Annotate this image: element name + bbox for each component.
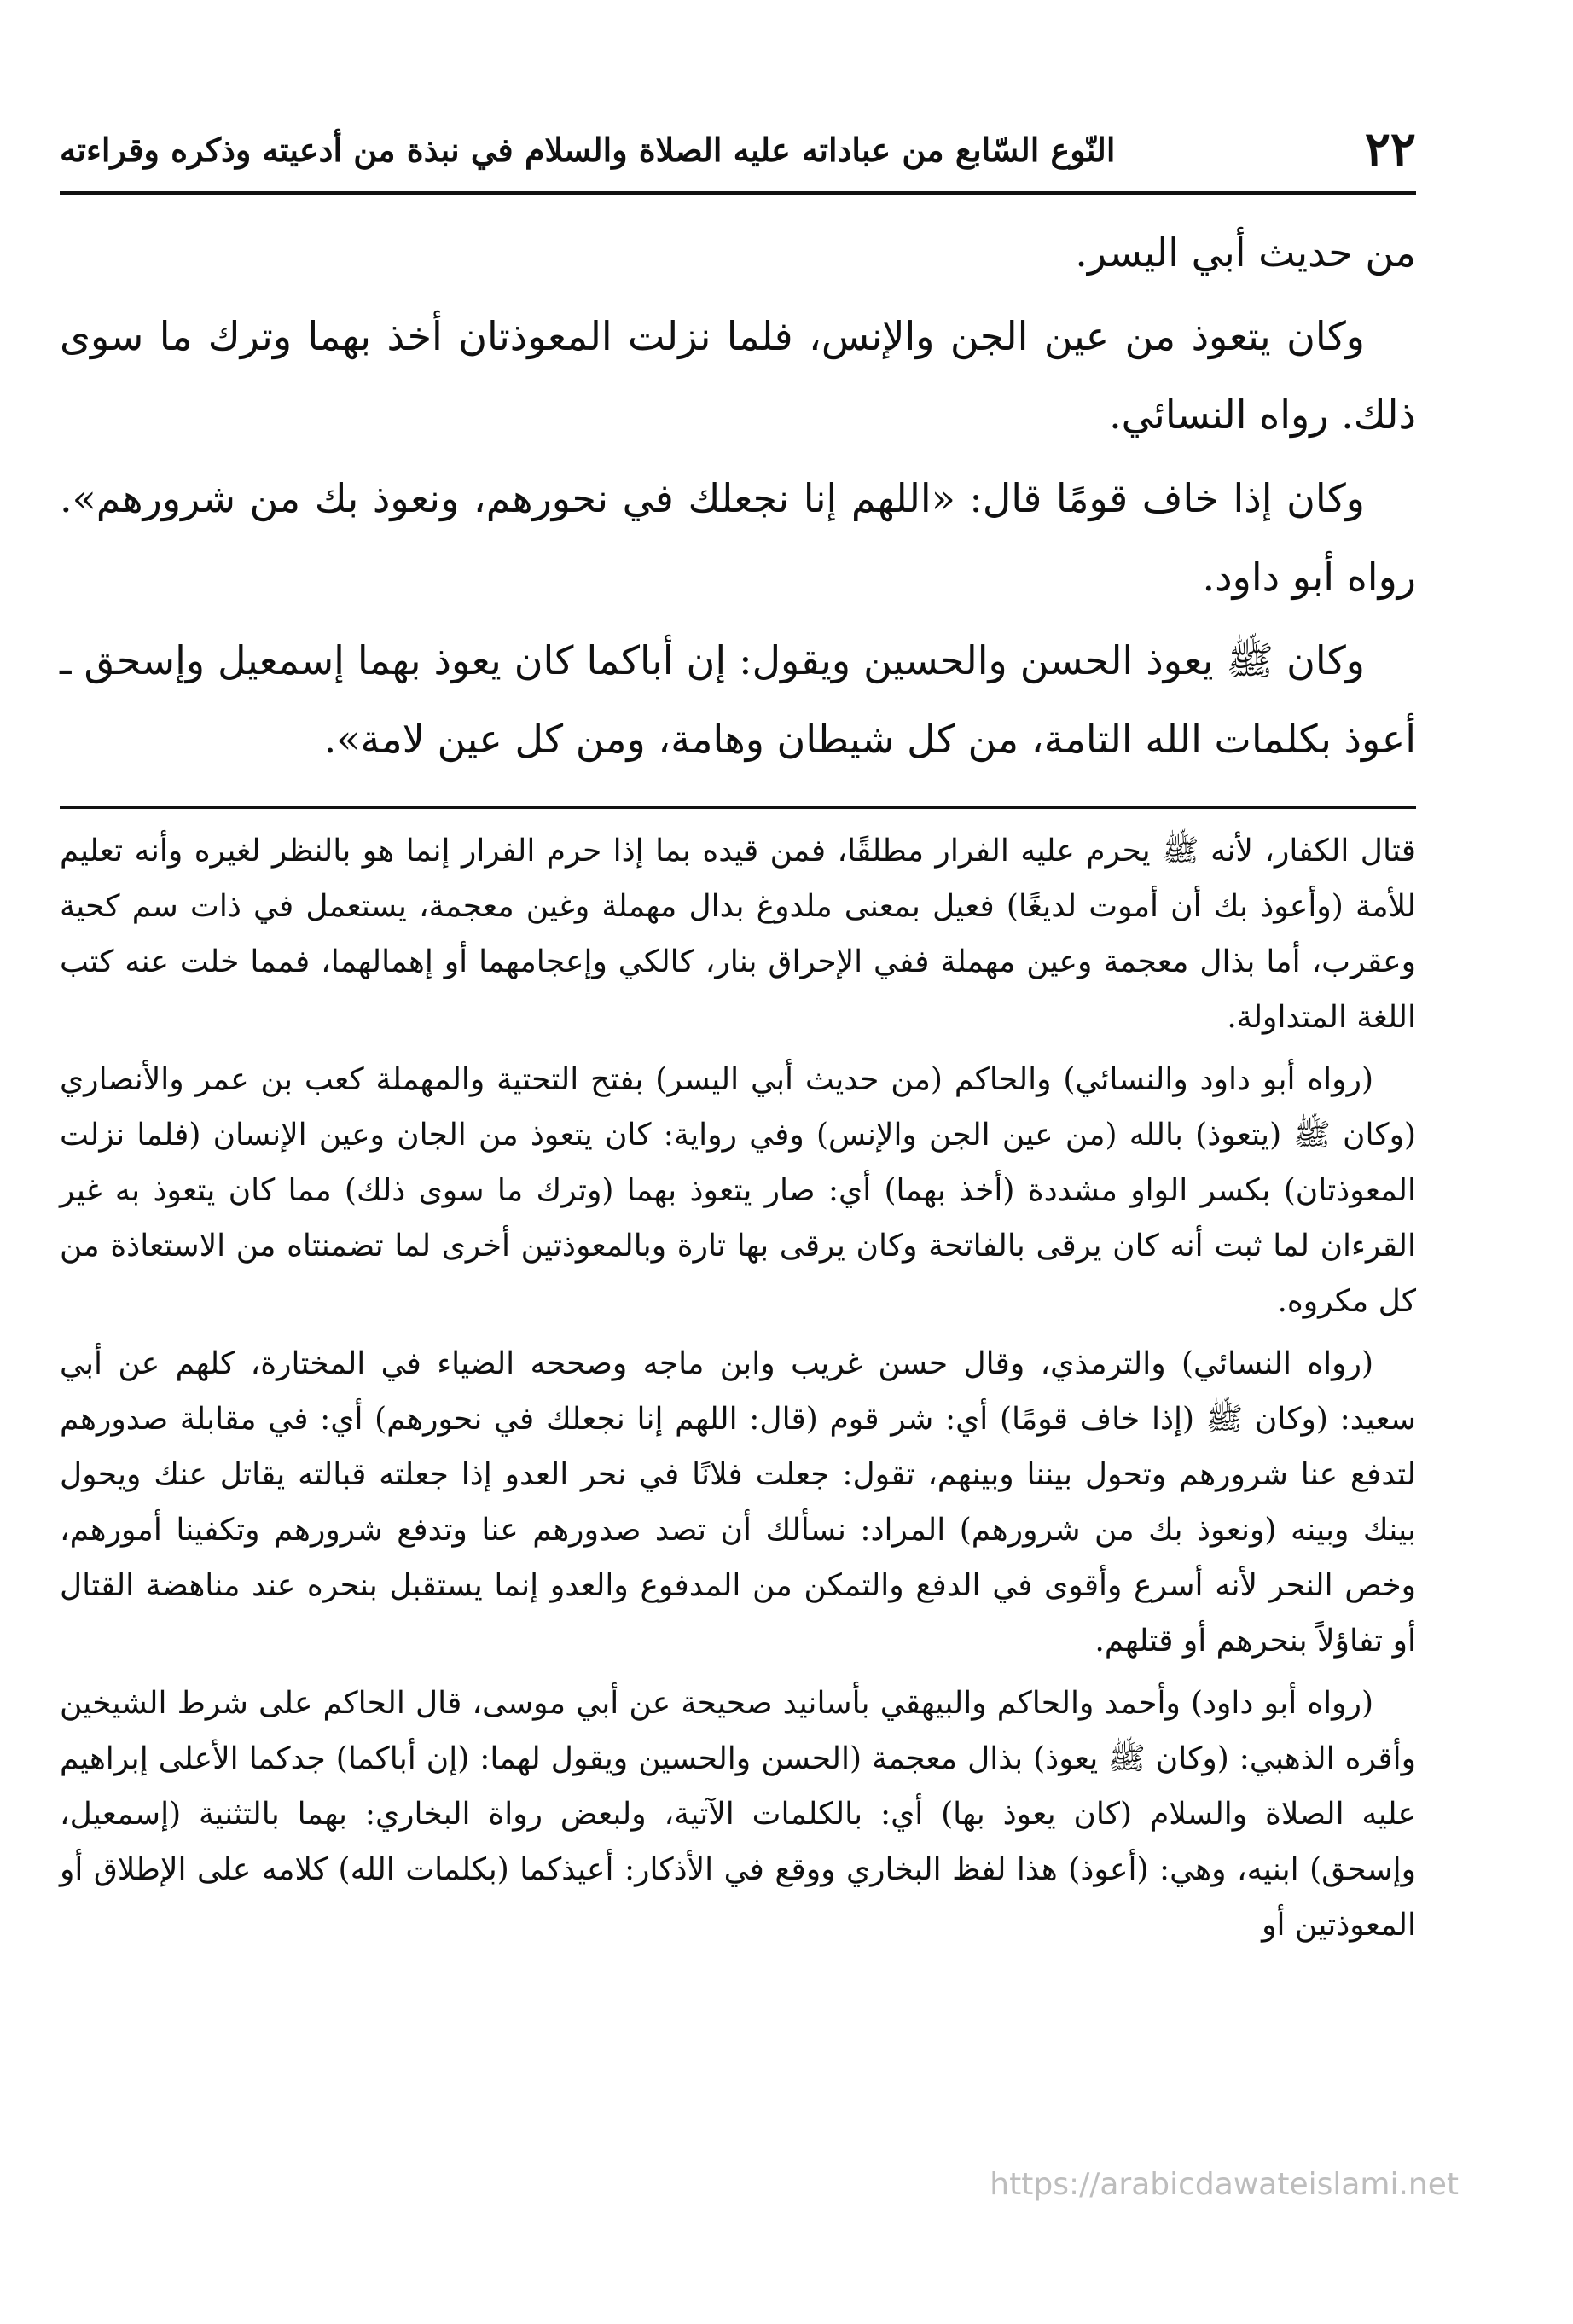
commentary-paragraph: (رواه أبو داود) وأحمد والحاكم والبيهقي بأسانيد صحيحة عن أبي موسى، قال الحاكم على شرط الشيخين وأقره الذهبي: (وكان ﷺ يعوذ) بذال معجمة (الحسن والحسين ويقول لهما: (إن أباكما) جدكما الأعلى إبراهيم عليه الصلاة والسلام (كان يعوذ بها) أي: بالكلمات الآتية، ولبعض رواة البخاري: بهما بالتثنية (إسمعيل، وإسحق) ابنيه، وهي: (أعوذ) هذا لفظ البخاري ووقع في الأذكار: أعيذكما (بكلمات الله) كلامه على الإطلاق أو المعوذتين أو: [60, 1686, 1416, 1943]
commentary-paragraph: (رواه أبو داود والنسائي) والحاكم (من حديث أبي اليسر) بفتح التحتية والمهملة كعب بن عمر والأنصاري (وكان ﷺ (يتعوذ) بالله (من عين الجن والإنس) وفي رواية: كان يتعوذ من الجان وعين الإنسان (فلما نزلت المعوذتان) بكسر الواو مشددة (أخذ بهما) أي: صار يتعوذ بهما (وترك ما سوى ذلك) مما كان يتعوذ به غير القرءان لما ثبت أنه كان يرقى بالفاتحة وكان يرقى بها تارة وبالمعوذتين أخرى لما تضمنتاه من الاستعاذة من كل مكروه.: [60, 1062, 1416, 1319]
main-paragraph: وكان إذا خاف قومًا قال: «اللهم إنا نجعلك في نحورهم، ونعوذ بك من شرورهم». رواه أبو داود.: [60, 475, 1416, 600]
commentary-paragraph: قتال الكفار، لأنه ﷺ يحرم عليه الفرار مطلقًا، فمن قيده بما إذا حرم الفرار إنما هو بالنظر لغيره وأنه تعليم للأمة (وأعوذ بك أن أموت لديغًا) فعيل بمعنى ملدوغ بدال مهملة وغين معجمة، يستعمل في ذات سم كحية وعقرب، أما بذال معجمة وعين مهملة ففي الإحراق بنار، كالكي وإعجامهما أو إهمالهما، فمما خلت عنه كتب اللغة المتداولة.: [60, 834, 1417, 1035]
page-header: [60, 115, 1416, 183]
header-rule: [60, 191, 1416, 195]
commentary-paragraph: (رواه النسائي) والترمذي، وقال حسن غريب وابن ماجه وصححه الضياء في المختارة، كلهم عن أبي سعيد: (وكان ﷺ (إذا خاف قومًا) أي: شر قوم (قال: اللهم إنا نجعلك في نحورهم) أي: في مقابلة صدورهم لتدفع عنا شرورهم وتحول بيننا وبينهم، تقول: جعلت فلانًا في نحر العدو إذا جعلته قبالته يقاتل عنك ويحول بينك وبينه (ونعوذ بك من شرورهم) المراد: نسألك أن تصد صدورهم عنا وتدفع شرورهم وتكفينا أمورهم، وخص النحر لأنه أسرع وأقوى في الدفع والتمكن من المدفوع والعدو إنما يستقبل بنحره عند مناهضة القتال أو تفاؤلاً بنحرهم أو قتلهم.: [60, 1346, 1417, 1659]
running-title: النّوع السّابع من عباداته عليه الصلاة والسلام في نبذة من أدعيته وذكره وقراءته: [60, 130, 1116, 169]
watermark-url: https://arabicdawateislami.net: [990, 2167, 1459, 2202]
commentary-text: [60, 823, 1416, 1960]
main-text: [60, 213, 1416, 783]
main-paragraph: وكان ﷺ يعوذ الحسن والحسين ويقول: إن أباكما كان يعوذ بهما إسمعيل وإسحق ـ أعوذ بكلمات الله التامة، من كل شيطان وهامة، ومن كل عين لامة».: [60, 637, 1416, 762]
main-paragraph: وكان يتعوذ من عين الجن والإنس، فلما نزلت المعوذتان أخذ بهما وترك ما سوى ذلك. رواه النسائي.: [60, 313, 1416, 438]
main-paragraph: من حديث أبي اليسر.: [1075, 229, 1416, 276]
page-number: ٢٢: [1364, 121, 1416, 177]
footnote-separator: [60, 806, 1416, 809]
